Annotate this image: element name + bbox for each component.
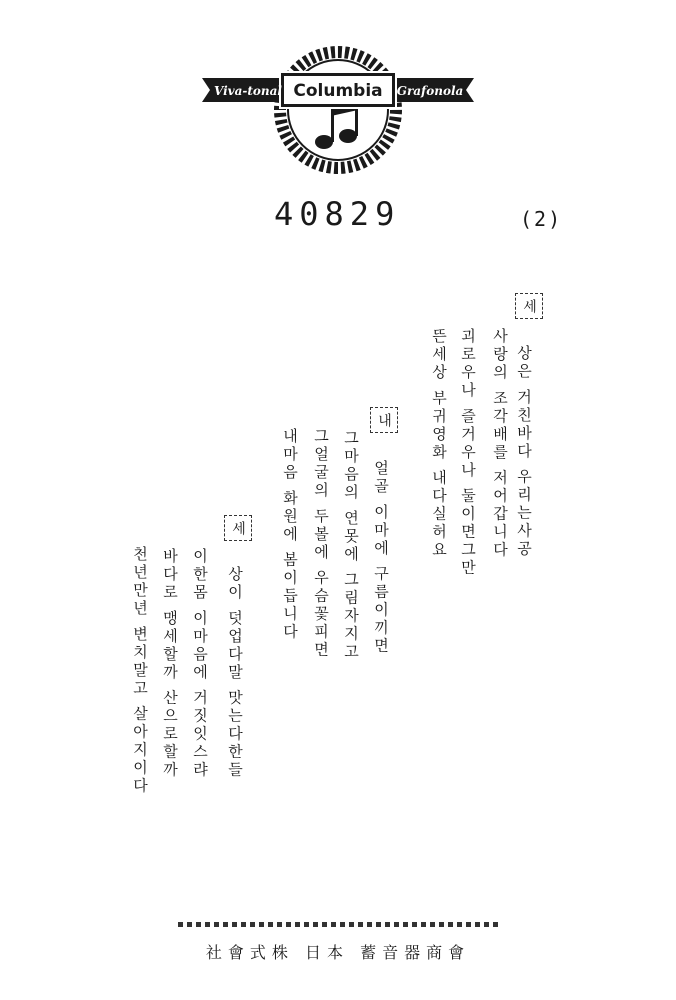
columbia-logo	[198, 28, 478, 178]
logo-left-text: Viva-tonal	[214, 84, 282, 98]
verse2-line-1: 얼골 이마에 구름이끼면	[372, 460, 390, 656]
verse2-line-4: 내마음 화원에 봄이듭니다	[281, 428, 299, 642]
verse1-line-3: 괴로우나 즐거우나 둘이면그만	[459, 328, 477, 578]
verse3-line-1: 상이 덧업다말 맛는다한들	[226, 566, 244, 780]
verse3-marker: 세	[224, 515, 252, 541]
logo-right-text: Grafonola	[396, 84, 464, 98]
verse1-marker: 세	[515, 293, 543, 319]
verse3-line-2: 이한몸 이마음에 거짓잇스랴	[191, 548, 209, 780]
verse3-line-4: 천년만년 변치말고 살아지이다	[131, 546, 149, 796]
columbia-logo-graphic	[198, 28, 478, 178]
verse2-marker: 내	[370, 407, 398, 433]
publisher-footer: 社會式株 日本 蓄音器商會	[205, 943, 471, 962]
verse3-line-3: 바다로 맹세할까 산으로할까	[161, 548, 179, 780]
logo-center-text: Columbia	[293, 81, 383, 101]
verse2-line-2: 그마음의 연못에 그림자지고	[342, 430, 360, 662]
side-label: (2)	[520, 207, 563, 231]
catalog-number: 40829	[274, 195, 401, 233]
verse1-line-4: 뜬세상 부귀영화 내다실허요	[430, 328, 448, 560]
verse1-line-1: 상은 거친바다 우리는사공	[515, 345, 533, 559]
verse1-line-2: 사랑의 조각배를 저어갑니다	[491, 328, 509, 560]
footer-divider	[178, 922, 500, 927]
verse2-line-3: 그얼굴의 두볼에 우슴꽃피면	[312, 428, 330, 660]
